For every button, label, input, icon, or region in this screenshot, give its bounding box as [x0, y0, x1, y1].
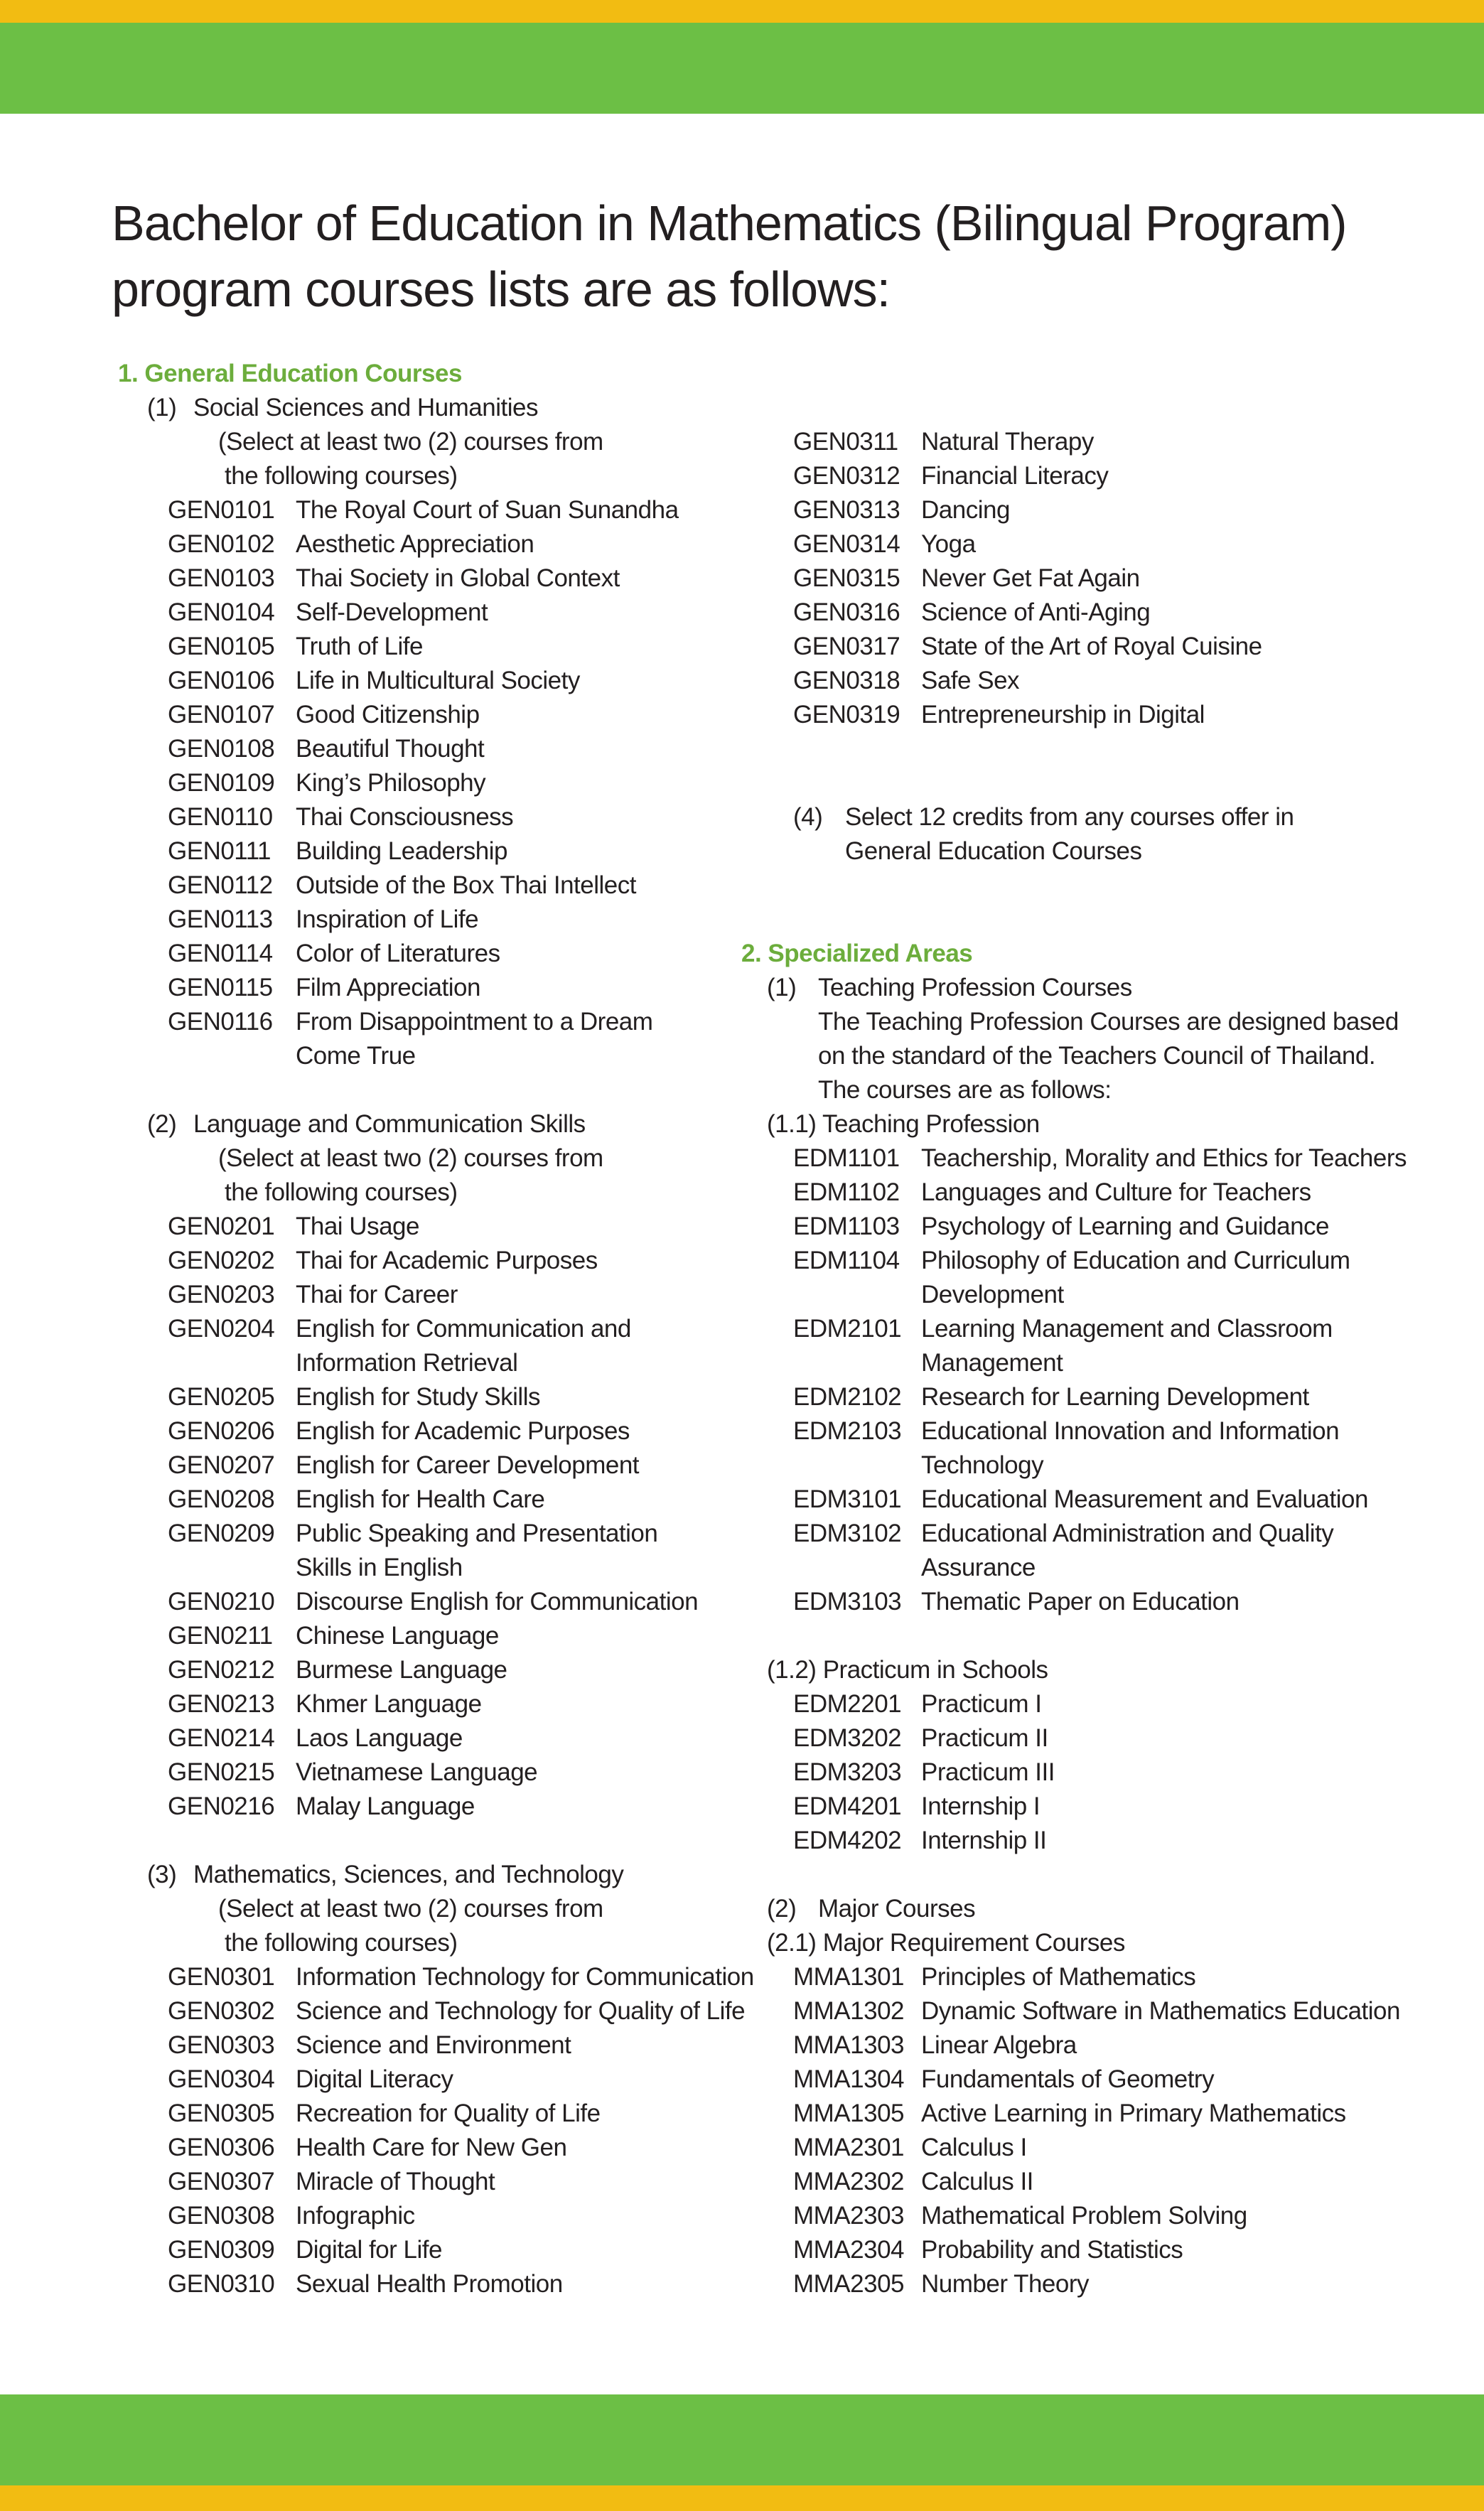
course-name: English for Study Skills	[296, 1383, 540, 1411]
course-row	[115, 2028, 755, 2063]
page-title	[112, 190, 1391, 323]
course-name: English for Health Care	[296, 1485, 545, 1513]
course-code: GEN0210	[168, 1588, 275, 1615]
course-code: MMA2303	[793, 2202, 905, 2230]
course-code: GEN0303	[168, 2031, 275, 2059]
course-row	[115, 1585, 755, 1619]
course-name-continued: Technology	[921, 1451, 1044, 1479]
course-code: EDM2102	[793, 1383, 902, 1411]
course-code: GEN0113	[168, 905, 273, 933]
course-name: Natural Therapy	[921, 428, 1094, 456]
course-code: GEN0316	[793, 598, 900, 626]
course-name: The Royal Court of Suan Sunandha	[296, 496, 679, 524]
course-name: Principles of Mathematics	[921, 1963, 1196, 1991]
course-code: EDM1102	[793, 1178, 900, 1206]
practicum-subsection: (1.2) Practicum in Schools	[767, 1656, 1048, 1684]
course-name: Psychology of Learning and Guidance	[921, 1213, 1330, 1240]
course-code: GEN0208	[168, 1485, 275, 1513]
course-name: Languages and Culture for Teachers	[921, 1178, 1311, 1206]
course-name: Digital for Life	[296, 2236, 442, 2264]
course-name: Internship II	[921, 1827, 1047, 1854]
course-row	[115, 2267, 755, 2301]
course-name: Safe Sex	[921, 667, 1020, 694]
course-name: Research for Learning Development	[921, 1383, 1309, 1411]
course-row	[738, 1585, 1456, 1619]
teaching-profession-subheading	[738, 971, 1456, 1005]
course-name: Public Speaking and Presentation	[296, 1520, 658, 1547]
course-row	[115, 630, 755, 664]
course-code: GEN0105	[168, 633, 275, 660]
course-name: Active Learning in Primary Mathematics	[921, 2099, 1346, 2127]
course-row	[738, 2063, 1456, 2097]
course-row	[738, 2233, 1456, 2267]
elective-credits-note	[738, 800, 1456, 834]
course-row	[115, 2233, 755, 2267]
course-code: GEN0309	[168, 2236, 275, 2264]
course-code: EDM1103	[793, 1213, 900, 1240]
course-name: Burmese Language	[296, 1656, 507, 1684]
course-code: GEN0112	[168, 871, 273, 899]
course-row	[115, 1483, 755, 1517]
course-code: GEN0203	[168, 1281, 275, 1308]
course-name: From Disappointment to a Dream	[296, 1008, 653, 1036]
course-row	[738, 1244, 1456, 1278]
course-code: GEN0207	[168, 1451, 275, 1479]
course-row	[738, 1687, 1456, 1721]
course-code: MMA1303	[793, 2031, 905, 2059]
course-row	[115, 1210, 755, 1244]
course-code: MMA2301	[793, 2134, 905, 2161]
course-code: GEN0318	[793, 667, 900, 694]
course-code: EDM4202	[793, 1827, 902, 1854]
social-sciences-subheading	[115, 391, 755, 425]
course-name: Miracle of Thought	[296, 2168, 495, 2195]
course-name: Financial Literacy	[921, 462, 1109, 490]
course-row	[115, 527, 755, 561]
selection-note: (Select at least two (2) courses from	[218, 1895, 603, 1923]
course-row	[738, 1824, 1456, 1858]
course-row	[738, 596, 1456, 630]
course-row	[738, 1210, 1456, 1244]
course-name: Recreation for Quality of Life	[296, 2099, 601, 2127]
course-row	[738, 664, 1456, 698]
course-name-continued: Development	[921, 1281, 1064, 1308]
teaching-profession-subsection: (1.1) Teaching Profession	[767, 1110, 1040, 1138]
course-row	[115, 596, 755, 630]
course-row	[738, 1312, 1456, 1346]
course-name: Thai for Career	[296, 1281, 458, 1308]
course-row	[115, 732, 755, 766]
course-name-continued: Information Retrieval	[296, 1349, 518, 1377]
course-code: GEN0311	[793, 428, 898, 456]
course-code: EDM1104	[793, 1247, 900, 1274]
course-code: GEN0205	[168, 1383, 275, 1411]
course-code: GEN0215	[168, 1758, 275, 1786]
course-code: EDM2103	[793, 1417, 902, 1445]
course-name: Digital Literacy	[296, 2065, 453, 2093]
course-name: Health Care for New Gen	[296, 2134, 567, 2161]
course-row	[115, 493, 755, 527]
major-requirement-subsection: (2.1) Major Requirement Courses	[767, 1929, 1125, 1957]
practicum-course-list	[738, 1687, 1456, 1858]
course-code: GEN0313	[793, 496, 900, 524]
course-row	[738, 561, 1456, 596]
course-name: Outside of the Box Thai Intellect	[296, 871, 636, 899]
course-code: GEN0104	[168, 598, 275, 626]
language-skills-subheading	[115, 1107, 755, 1141]
teaching-profession-course-list	[738, 1141, 1456, 1619]
course-name: Probability and Statistics	[921, 2236, 1183, 2264]
selection-note: (Select at least two (2) courses from	[218, 428, 603, 456]
course-code: MMA1302	[793, 1997, 905, 2025]
course-code: GEN0106	[168, 667, 275, 694]
course-row	[115, 698, 755, 732]
language-skills-course-list	[115, 1210, 755, 1824]
course-code: GEN0304	[168, 2065, 275, 2093]
course-name: Beautiful Thought	[296, 735, 485, 763]
course-name: Never Get Fat Again	[921, 564, 1140, 592]
course-name: Calculus I	[921, 2134, 1027, 2161]
course-name: Dynamic Software in Mathematics Education	[921, 1997, 1400, 2025]
subheading-number: (2)	[767, 1895, 797, 1923]
course-code: GEN0101	[168, 496, 275, 524]
specialized-areas-heading: 2. Specialized Areas	[741, 940, 973, 967]
course-name-continued: Come True	[296, 1042, 416, 1070]
course-row	[115, 1790, 755, 1824]
course-name: Khmer Language	[296, 1690, 482, 1718]
course-name: Internship I	[921, 1792, 1041, 1820]
course-name: Color of Literatures	[296, 940, 500, 967]
course-row	[115, 2097, 755, 2131]
course-row	[738, 2165, 1456, 2199]
course-name: Philosophy of Education and Curriculum	[921, 1247, 1350, 1274]
course-name: State of the Art of Royal Cuisine	[921, 633, 1262, 660]
course-code: GEN0216	[168, 1792, 275, 1820]
course-row	[738, 1517, 1456, 1551]
course-row	[738, 1141, 1456, 1176]
course-name: Science and Environment	[296, 2031, 571, 2059]
course-row	[738, 2028, 1456, 2063]
bottom-yellow-band	[0, 2485, 1484, 2511]
course-row	[115, 800, 755, 834]
course-code: GEN0202	[168, 1247, 275, 1274]
course-code: MMA1304	[793, 2065, 905, 2093]
course-code: GEN0211	[168, 1622, 273, 1650]
course-row	[115, 1619, 755, 1653]
course-code: GEN0206	[168, 1417, 275, 1445]
course-name: Thai Society in Global Context	[296, 564, 620, 592]
course-code: GEN0103	[168, 564, 275, 592]
course-row	[738, 1414, 1456, 1448]
course-code: EDM3202	[793, 1724, 902, 1752]
course-name: English for Communication and	[296, 1315, 631, 1343]
course-row	[115, 1960, 755, 1994]
course-name: Educational Administration and Quality	[921, 1520, 1334, 1547]
course-row	[738, 1960, 1456, 1994]
course-name: Inspiration of Life	[296, 905, 479, 933]
course-name: Self-Development	[296, 598, 488, 626]
course-code: EDM3203	[793, 1758, 902, 1786]
course-code: EDM3103	[793, 1588, 902, 1615]
course-row	[115, 1278, 755, 1312]
course-code: GEN0301	[168, 1963, 275, 1991]
major-courses-subheading	[738, 1892, 1456, 1926]
course-row	[115, 1005, 755, 1039]
course-code: GEN0315	[793, 564, 900, 592]
page-title-line-2: program courses lists are as follows:	[112, 262, 891, 317]
course-code: EDM2101	[793, 1315, 902, 1343]
course-row	[115, 766, 755, 800]
course-name: Laos Language	[296, 1724, 463, 1752]
course-code: GEN0110	[168, 803, 273, 831]
course-row	[738, 698, 1456, 732]
math-sciences-course-list-continued	[738, 425, 1456, 732]
course-row	[738, 527, 1456, 561]
course-row	[115, 2165, 755, 2199]
course-code: GEN0102	[168, 530, 275, 558]
course-code: GEN0116	[168, 1008, 273, 1036]
course-row	[738, 2097, 1456, 2131]
course-code: GEN0214	[168, 1724, 275, 1752]
course-code: GEN0114	[168, 940, 273, 967]
course-name: Science of Anti-Aging	[921, 598, 1151, 626]
course-name: Mathematical Problem Solving	[921, 2202, 1247, 2230]
course-name-continued: Management	[921, 1349, 1063, 1377]
course-row	[115, 1414, 755, 1448]
course-row	[115, 1244, 755, 1278]
course-name: Practicum III	[921, 1758, 1055, 1786]
course-name: King’s Philosophy	[296, 769, 486, 797]
subheading-label: Language and Communication Skills	[193, 1110, 586, 1138]
course-row	[115, 2063, 755, 2097]
course-code: GEN0305	[168, 2099, 275, 2127]
course-code: GEN0111	[168, 837, 271, 865]
teaching-description: The courses are as follows:	[818, 1076, 1112, 1104]
course-name: Life in Multicultural Society	[296, 667, 580, 694]
left-column	[115, 357, 755, 2301]
course-row	[115, 903, 755, 937]
course-name: Discourse English for Communication	[296, 1588, 699, 1615]
course-code: MMA2305	[793, 2270, 905, 2298]
subheading-number: (4)	[793, 803, 823, 831]
course-name: Entrepreneurship in Digital	[921, 701, 1205, 728]
top-green-band	[0, 23, 1484, 114]
course-name: Dancing	[921, 496, 1010, 524]
course-name: Thai Usage	[296, 1213, 419, 1240]
course-row	[738, 2131, 1456, 2165]
course-row	[738, 2267, 1456, 2301]
course-row	[115, 1721, 755, 1755]
course-name: Linear Algebra	[921, 2031, 1077, 2059]
course-name: Malay Language	[296, 1792, 475, 1820]
course-row	[738, 459, 1456, 493]
course-row	[115, 1994, 755, 2028]
course-row	[115, 971, 755, 1005]
course-row	[738, 1790, 1456, 1824]
course-name: Chinese Language	[296, 1622, 499, 1650]
course-row	[115, 1687, 755, 1721]
course-code: EDM3101	[793, 1485, 902, 1513]
course-code: MMA1305	[793, 2099, 905, 2127]
course-code: GEN0109	[168, 769, 275, 797]
course-row	[115, 834, 755, 869]
course-code: GEN0319	[793, 701, 900, 728]
social-sciences-course-list	[115, 493, 755, 1073]
subheading-label: Teaching Profession Courses	[818, 974, 1132, 1001]
course-code: GEN0307	[168, 2168, 275, 2195]
course-code: GEN0212	[168, 1656, 275, 1684]
general-education-heading: 1. General Education Courses	[118, 360, 462, 387]
course-name: English for Academic Purposes	[296, 1417, 630, 1445]
subheading-label: Major Courses	[818, 1895, 976, 1923]
course-row	[738, 1176, 1456, 1210]
course-code: GEN0317	[793, 633, 900, 660]
course-name: Educational Measurement and Evaluation	[921, 1485, 1368, 1513]
course-name: Science and Technology for Quality of Life	[296, 1997, 746, 2025]
teaching-description: on the standard of the Teachers Council of Thailand.	[818, 1042, 1376, 1070]
subheading-label: Social Sciences and Humanities	[193, 394, 538, 421]
course-name: Practicum II	[921, 1724, 1048, 1752]
course-row	[115, 1517, 755, 1551]
selection-note: the following courses)	[225, 1929, 458, 1957]
major-requirement-course-list	[738, 1960, 1456, 2301]
course-row	[115, 1312, 755, 1346]
course-row	[738, 2199, 1456, 2233]
selection-note: the following courses)	[225, 1178, 458, 1206]
course-code: EDM1101	[793, 1144, 900, 1172]
course-name: Sexual Health Promotion	[296, 2270, 563, 2298]
course-code: EDM2201	[793, 1690, 902, 1718]
subheading-number: (1)	[147, 394, 177, 421]
course-row	[738, 1483, 1456, 1517]
selection-note: (Select at least two (2) courses from	[218, 1144, 603, 1172]
course-row	[738, 630, 1456, 664]
course-name: Good Citizenship	[296, 701, 480, 728]
course-row	[115, 1653, 755, 1687]
bottom-green-band	[0, 2394, 1484, 2485]
course-name: Calculus II	[921, 2168, 1033, 2195]
course-name: Truth of Life	[296, 633, 423, 660]
course-row	[115, 1448, 755, 1483]
top-yellow-band	[0, 0, 1484, 23]
course-code: GEN0213	[168, 1690, 275, 1718]
course-name: Number Theory	[921, 2270, 1090, 2298]
subheading-number: (1)	[767, 974, 797, 1001]
course-name: Thai Consciousness	[296, 803, 514, 831]
course-name: Film Appreciation	[296, 974, 480, 1001]
course-name: Educational Innovation and Information	[921, 1417, 1340, 1445]
course-code: GEN0204	[168, 1315, 275, 1343]
course-name: Information Technology for Communication	[296, 1963, 754, 1991]
course-code: GEN0107	[168, 701, 275, 728]
course-code: MMA1301	[793, 1963, 905, 1991]
course-name: Practicum I	[921, 1690, 1042, 1718]
subheading-number: (3)	[147, 1861, 177, 1888]
course-row	[738, 1380, 1456, 1414]
course-name: Fundamentals of Geometry	[921, 2065, 1215, 2093]
course-row	[738, 1994, 1456, 2028]
right-column	[738, 425, 1456, 2301]
teaching-description: The Teaching Profession Courses are designed based	[818, 1008, 1399, 1036]
course-name: Aesthetic Appreciation	[296, 530, 534, 558]
course-code: GEN0314	[793, 530, 900, 558]
course-code: GEN0310	[168, 2270, 275, 2298]
course-name: Thai for Academic Purposes	[296, 1247, 598, 1274]
course-name: Infographic	[296, 2202, 415, 2230]
course-code: GEN0302	[168, 1997, 275, 2025]
course-row	[738, 425, 1456, 459]
course-row	[115, 664, 755, 698]
course-code: GEN0201	[168, 1213, 275, 1240]
course-row	[738, 1755, 1456, 1790]
course-code: GEN0209	[168, 1520, 275, 1547]
course-row	[115, 937, 755, 971]
course-code: GEN0108	[168, 735, 275, 763]
course-name: Building Leadership	[296, 837, 507, 865]
course-row	[738, 493, 1456, 527]
course-row	[115, 2199, 755, 2233]
elective-credits-text-continued: General Education Courses	[845, 837, 1142, 865]
math-sciences-subheading	[115, 1858, 755, 1892]
course-code: GEN0115	[168, 974, 273, 1001]
course-row	[115, 1755, 755, 1790]
course-code: EDM3102	[793, 1520, 902, 1547]
course-row	[115, 1380, 755, 1414]
course-code: MMA2302	[793, 2168, 905, 2195]
course-code: GEN0312	[793, 462, 900, 490]
course-name: Learning Management and Classroom	[921, 1315, 1333, 1343]
course-name-continued: Assurance	[921, 1554, 1036, 1581]
course-name: Teachership, Morality and Ethics for Teachers	[921, 1144, 1407, 1172]
course-row	[738, 1721, 1456, 1755]
course-code: MMA2304	[793, 2236, 905, 2264]
course-name: Thematic Paper on Education	[921, 1588, 1240, 1615]
page-title-line-1: Bachelor of Education in Mathematics (Bilingual Program)	[112, 195, 1347, 251]
course-name-continued: Skills in English	[296, 1554, 463, 1581]
course-code: EDM4201	[793, 1792, 902, 1820]
course-name: Yoga	[921, 530, 976, 558]
course-name: Vietnamese Language	[296, 1758, 538, 1786]
selection-note: the following courses)	[225, 462, 458, 490]
course-code: GEN0308	[168, 2202, 275, 2230]
subheading-label: Mathematics, Sciences, and Technology	[193, 1861, 624, 1888]
course-code: GEN0306	[168, 2134, 275, 2161]
elective-credits-text: Select 12 credits from any courses offer in	[845, 803, 1294, 831]
course-row	[115, 869, 755, 903]
subheading-number: (2)	[147, 1110, 177, 1138]
math-sciences-course-list	[115, 1960, 755, 2301]
course-row	[115, 2131, 755, 2165]
course-row	[115, 561, 755, 596]
course-name: English for Career Development	[296, 1451, 640, 1479]
